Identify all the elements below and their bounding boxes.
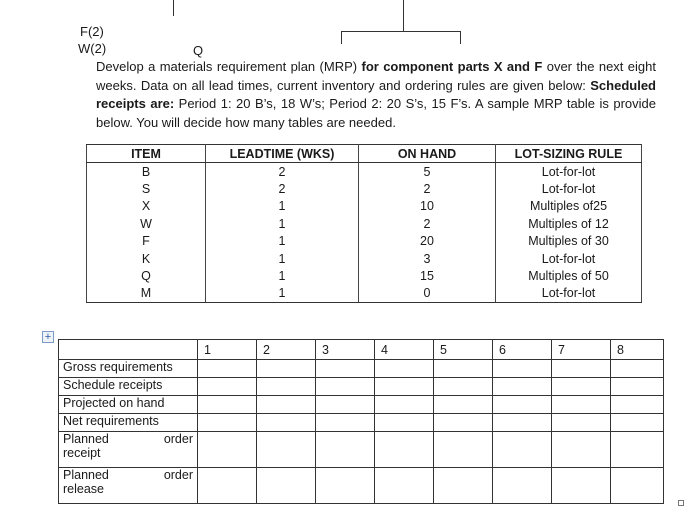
row-label-net-requirements: Net requirements [59, 414, 198, 432]
cell-leadtime: 2 [206, 180, 359, 197]
cell-lot-sizing: Multiples of 12 [496, 215, 642, 232]
mrp-cell[interactable] [375, 468, 434, 504]
cell-item: F [87, 233, 206, 250]
tree-connector-right-drop [460, 31, 461, 44]
mrp-cell[interactable] [552, 468, 611, 504]
statement-part-2: over the next eight weeks. Data on all lead times, current inventory and ordering rules are given below: [96, 59, 656, 93]
label-planned: Planned [63, 468, 109, 482]
mrp-cell[interactable] [552, 432, 611, 468]
mrp-cell[interactable] [434, 414, 493, 432]
mrp-cell[interactable] [316, 414, 375, 432]
mrp-cell[interactable] [434, 396, 493, 414]
mrp-cell[interactable] [375, 414, 434, 432]
cell-leadtime: 1 [206, 198, 359, 215]
cell-on-hand: 2 [359, 180, 496, 197]
mrp-cell[interactable] [434, 432, 493, 468]
cell-on-hand: 0 [359, 285, 496, 303]
mrp-cell[interactable] [316, 360, 375, 378]
row-label-planned-order-receipt [59, 432, 198, 468]
mrp-cell[interactable] [493, 468, 552, 504]
label-planned: Planned [63, 432, 109, 446]
tree-connector-left [173, 0, 174, 16]
mrp-corner-cell[interactable] [59, 340, 198, 360]
cell-on-hand: 10 [359, 198, 496, 215]
table-row [87, 267, 642, 284]
period-8[interactable]: 8 [611, 340, 664, 360]
mrp-cell[interactable] [493, 378, 552, 396]
cell-lot-sizing: Lot-for-lot [496, 285, 642, 303]
tree-node-f: F(2) [80, 24, 104, 39]
label-order: order [163, 432, 193, 446]
tree-connector-left-drop [341, 31, 342, 44]
mrp-cell[interactable] [316, 432, 375, 468]
mrp-cell[interactable] [493, 432, 552, 468]
tree-node-q: Q [193, 43, 204, 58]
header-on-hand: ON HAND [359, 145, 496, 163]
tree-connector-center [403, 0, 404, 32]
mrp-cell[interactable] [493, 360, 552, 378]
mrp-cell[interactable] [434, 378, 493, 396]
mrp-cell[interactable] [198, 468, 257, 504]
mrp-cell[interactable] [611, 468, 664, 504]
mrp-cell[interactable] [434, 360, 493, 378]
cell-leadtime: 1 [206, 285, 359, 303]
cell-item: M [87, 285, 206, 303]
cell-lot-sizing: Multiples of 30 [496, 233, 642, 250]
mrp-cell[interactable] [198, 396, 257, 414]
tree-connector-horizontal [341, 31, 461, 32]
table-resize-handle[interactable] [678, 500, 684, 506]
table-row [87, 215, 642, 232]
mrp-cell[interactable] [198, 378, 257, 396]
cell-item: S [87, 180, 206, 197]
mrp-period-row [59, 340, 664, 360]
period-2[interactable]: 2 [257, 340, 316, 360]
mrp-cell[interactable] [316, 396, 375, 414]
mrp-cell[interactable] [493, 396, 552, 414]
period-4[interactable]: 4 [375, 340, 434, 360]
mrp-cell[interactable] [375, 378, 434, 396]
cell-on-hand: 3 [359, 250, 496, 267]
table-row [87, 285, 642, 303]
row-label-schedule-receipts: Schedule receipts [59, 378, 198, 396]
mrp-row-planned-receipt [59, 432, 664, 468]
header-leadtime: LEADTIME (WKS) [206, 145, 359, 163]
label-release: release [63, 482, 104, 496]
mrp-cell[interactable] [375, 360, 434, 378]
problem-statement [96, 58, 656, 132]
table-row [87, 180, 642, 197]
period-1[interactable]: 1 [198, 340, 257, 360]
mrp-cell[interactable] [611, 414, 664, 432]
statement-bold-1: for component parts X and F [361, 59, 543, 74]
statement-part-3: Period 1: 20 B’s, 18 W’s; Period 2: 20 S’s, 15 F’s. A sample MRP table is provide below. You will decide how many tables are needed. [96, 96, 656, 130]
cell-item: B [87, 163, 206, 181]
cell-on-hand: 5 [359, 163, 496, 181]
mrp-cell[interactable] [552, 414, 611, 432]
mrp-cell[interactable] [316, 468, 375, 504]
label-receipt: receipt [63, 446, 101, 460]
cell-leadtime: 1 [206, 233, 359, 250]
mrp-cell[interactable] [493, 414, 552, 432]
mrp-cell[interactable] [611, 360, 664, 378]
row-label-planned-order-release [59, 468, 198, 504]
table-row [87, 233, 642, 250]
row-label-projected-on-hand: Projected on hand [59, 396, 198, 414]
mrp-cell[interactable] [198, 414, 257, 432]
header-item: ITEM [87, 145, 206, 163]
mrp-cell[interactable] [257, 396, 316, 414]
mrp-cell[interactable] [611, 396, 664, 414]
mrp-cell[interactable] [198, 360, 257, 378]
mrp-row-net [59, 414, 664, 432]
period-6[interactable]: 6 [493, 340, 552, 360]
period-7[interactable]: 7 [552, 340, 611, 360]
mrp-cell[interactable] [552, 360, 611, 378]
cell-lot-sizing: Lot-for-lot [496, 163, 642, 181]
mrp-row-projected [59, 396, 664, 414]
mrp-row-scheduled [59, 378, 664, 396]
table-row [87, 250, 642, 267]
table-row [87, 163, 642, 181]
cell-leadtime: 2 [206, 163, 359, 181]
tree-node-w: W(2) [78, 41, 107, 56]
cell-on-hand: 15 [359, 267, 496, 284]
mrp-cell[interactable] [375, 432, 434, 468]
cell-item: K [87, 250, 206, 267]
statement-bold-2: Scheduled receipts are: [96, 77, 656, 111]
cell-item: X [87, 198, 206, 215]
cell-item: Q [87, 267, 206, 284]
cell-leadtime: 1 [206, 250, 359, 267]
cell-lot-sizing: Lot-for-lot [496, 250, 642, 267]
period-5[interactable]: 5 [434, 340, 493, 360]
period-3[interactable]: 3 [316, 340, 375, 360]
item-table-header-row [87, 145, 642, 163]
header-lot-sizing: LOT-SIZING RULE [496, 145, 642, 163]
cell-on-hand: 2 [359, 215, 496, 232]
cell-lot-sizing: Multiples of 50 [496, 267, 642, 284]
item-data-table [86, 144, 642, 303]
mrp-cell[interactable] [257, 378, 316, 396]
cell-lot-sizing: Lot-for-lot [496, 180, 642, 197]
statement-part-1: Develop a materials requirement plan (MRP) [96, 59, 362, 74]
mrp-cell[interactable] [434, 468, 493, 504]
mrp-cell[interactable] [198, 432, 257, 468]
mrp-cell[interactable] [316, 378, 375, 396]
cell-leadtime: 1 [206, 267, 359, 284]
mrp-row-planned-release [59, 468, 664, 504]
label-order: order [163, 468, 193, 482]
cell-item: W [87, 215, 206, 232]
mrp-cell[interactable] [611, 378, 664, 396]
mrp-cell[interactable] [552, 378, 611, 396]
mrp-cell[interactable] [552, 396, 611, 414]
cell-on-hand: 20 [359, 233, 496, 250]
cell-leadtime: 1 [206, 215, 359, 232]
mrp-cell[interactable] [257, 468, 316, 504]
table-row [87, 198, 642, 215]
mrp-cell[interactable] [257, 432, 316, 468]
mrp-cell[interactable] [257, 360, 316, 378]
mrp-cell[interactable] [611, 432, 664, 468]
mrp-cell[interactable] [257, 414, 316, 432]
mrp-sample-table [58, 339, 664, 504]
mrp-cell[interactable] [375, 396, 434, 414]
cell-lot-sizing: Multiples of25 [496, 198, 642, 215]
table-move-handle-icon[interactable]: + [42, 331, 54, 343]
row-label-gross-requirements: Gross requirements [59, 360, 198, 378]
